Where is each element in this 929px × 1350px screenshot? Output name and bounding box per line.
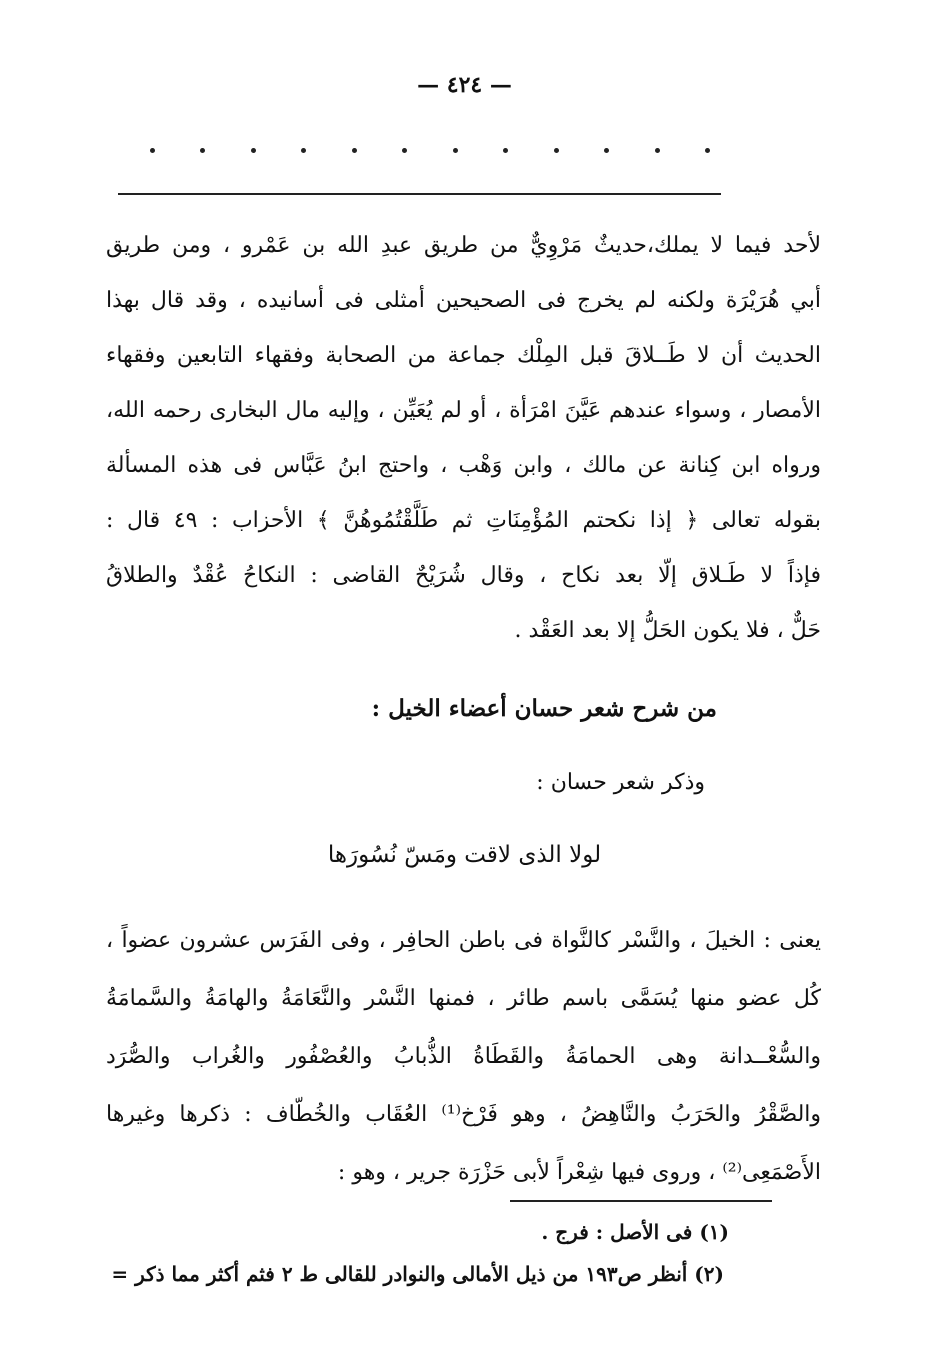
text-line: كُل عضو منها يُسَمَّى باسم طائر ، فمنها النَّسْر والنَّعَامَةُ والهامَةُ والسَّمامَةُ [106,986,821,1011]
header-rule [118,193,721,195]
text-line: الأَصْمَعِى⁽²⁾ ، وروى فيها شِعْراً لأبى حَزْرَة جرير ، وهو : [337,1160,821,1185]
text-line: والسُّعْــدانة وهى الحمامَةُ والقَطَاةُ الذُّبابُ والعُصْفُور والغُراب والصُّرَد [106,1044,821,1069]
footnote-1: (١) فى الأصل : فرج . [541,1220,729,1244]
ellipsis-dot [402,148,407,153]
text-line: الأمصار ، وسواء عندهم عَيَّنَ امْرَأة ، أو لم يُعَيِّن ، وإليه مال البخارى رحمه الله، [106,398,821,423]
ellipsis-dot [453,148,458,153]
section-heading: من شرح شعر حسان أعضاء الخيل : [371,695,717,722]
ellipsis-dot [251,148,256,153]
text-line: والصَّقْرُ والحَرَبُ والنَّاهِضُ ، وهو فَرْخ⁽¹⁾ العُقَاب والخُطّاف : ذكرها وغيرها [106,1102,821,1127]
footnote-rule [510,1200,772,1202]
section-subheading: وذكر شعر حسان : [536,770,705,795]
ellipsis-dot [200,148,205,153]
ellipsis-dot [705,148,710,153]
ellipsis-dot [301,148,306,153]
ellipsis-dot [554,148,559,153]
text-line: يعنى : الخيلَ ، والنَّسْر كالنَّواة فى باطن الحافِر ، وفى الفَرَس عشرون عضواً ، [106,928,821,953]
page-number: — ٤٢٤ — [417,72,512,98]
text-line: فإذاً لا طَـلاق إلّا بعد نكاح ، وقال شُرَيْحٌ القاضى : النكاحُ عُقْدٌ والطلاقُ [106,563,821,588]
ellipsis-dots [150,148,710,153]
text-line: أبي هُرَيْرَة ولكنه لم يخرج فى الصحيحين أمثلى فى أسانيده ، وقد قال بهذا [106,288,821,313]
paragraph-1 [106,218,821,658]
text-line: ورواه ابن كِنانة عن مالك ، وابن وَهْب ، واحتج ابنُ عَبَّاس فى هذه المسألة [106,453,821,478]
text-line: حَلٌّ ، فلا يكون الحَلُّ إلا بعد العَقْد . [514,618,821,643]
ellipsis-dot [150,148,155,153]
footnote-2: (٢) أنظر ص١٩٣ من ذيل الأمالى والنوادر للقالى ط ٢ فثم أكثر مما ذكر = [111,1262,724,1286]
paragraph-2 [106,912,821,1202]
ellipsis-dot [655,148,660,153]
text-line: الحديث أن لا طَــلاقَ قبل المِلْك جماعة من الصحابة وفقهاء التابعين وفقهاء [106,343,821,368]
ellipsis-dot [604,148,609,153]
ellipsis-dot [503,148,508,153]
text-line: لأحد فيما لا يملك،حديثٌ مَرْوِيٌّ من طريق عبدِ الله بن عَمْرو ، ومن طريق [106,233,821,258]
ellipsis-dot [352,148,357,153]
text-line: بقوله تعالى ﴿ إذا نكحتم المُؤْمِنَاتِ ثم طَلَّقْتُمُوهُنَّ ﴾ الأحزاب : ٤٩ قال : [106,508,821,533]
poetry-verse: لولا الذى لاقت ومَسّ نُسُورَها [327,842,602,868]
